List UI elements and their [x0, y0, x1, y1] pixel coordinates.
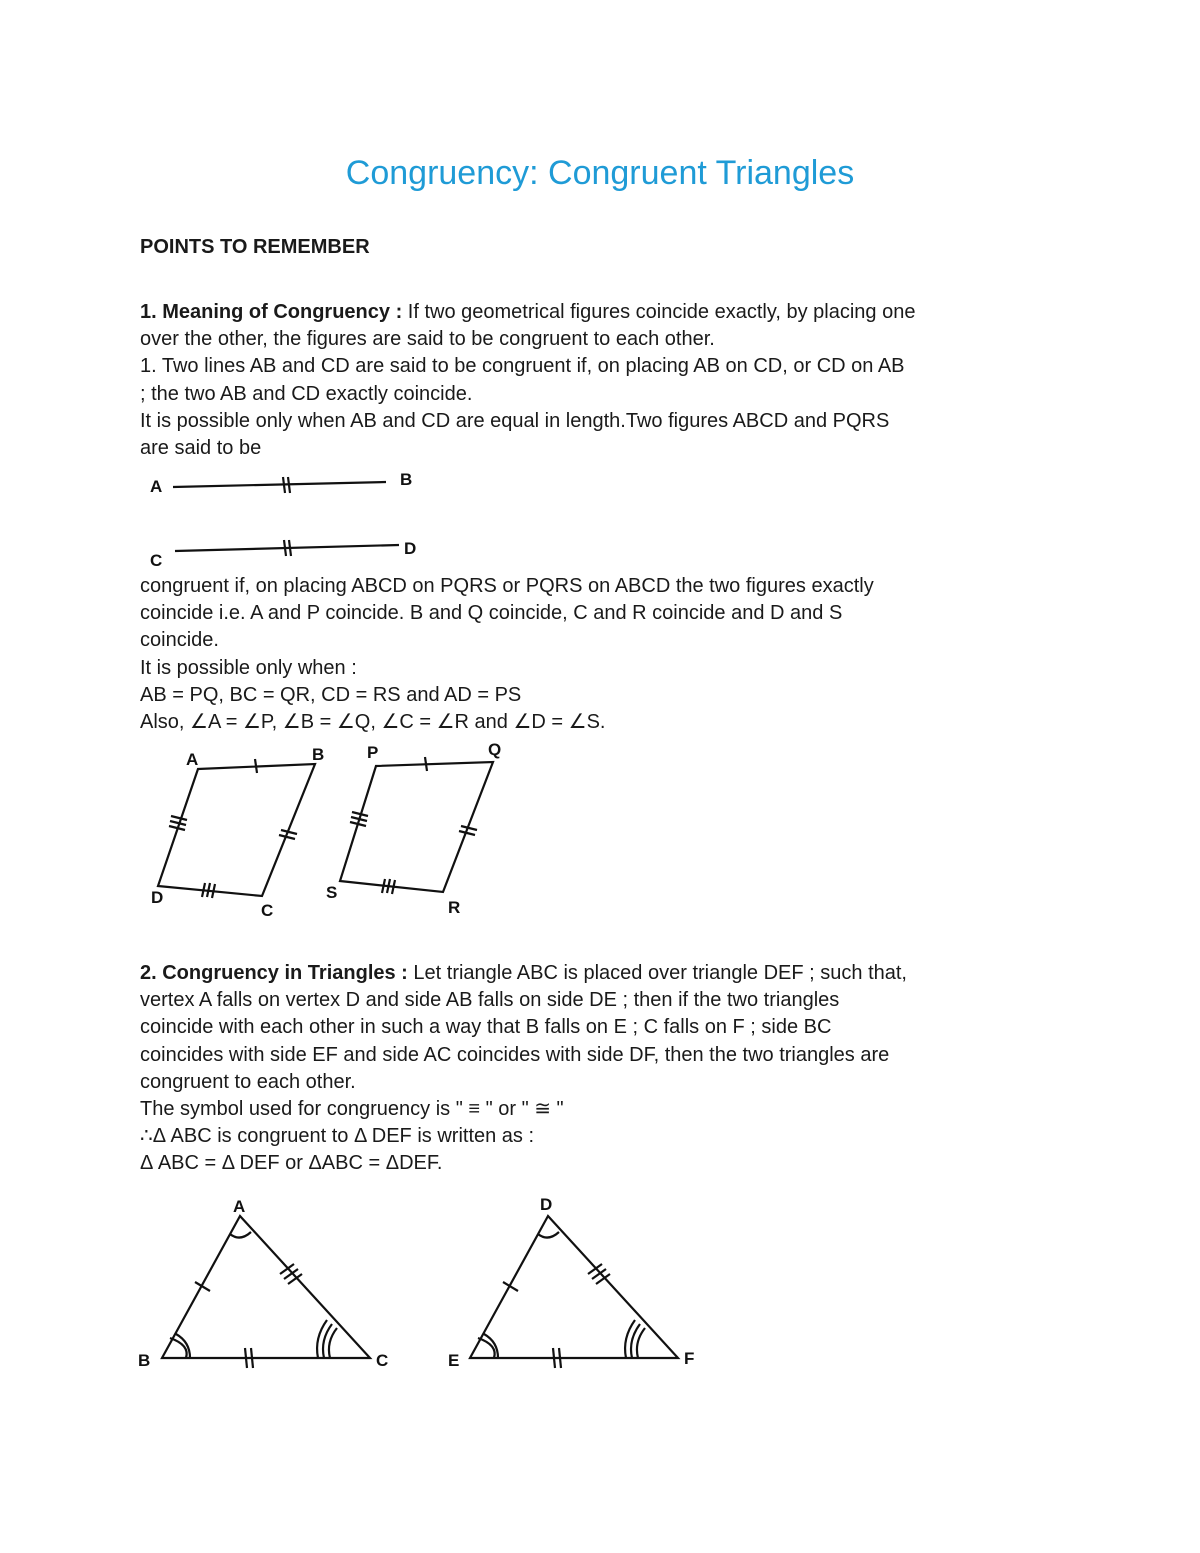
tick-mark	[382, 879, 385, 893]
tick-mark	[245, 1348, 247, 1368]
angle-arc-c	[329, 1328, 337, 1358]
page-title: Congruency: Congruent Triangles	[345, 154, 855, 192]
tick-mark	[288, 477, 290, 493]
label-b: B	[312, 745, 325, 764]
section1-line5: It is possible only when AB and CD are equal in length.Two figures ABCD and PQRS	[140, 409, 890, 432]
segment-cd	[175, 545, 399, 551]
section2-line8: Δ ABC = Δ DEF or ΔABC = ΔDEF.	[140, 1152, 443, 1175]
label-c: C	[150, 551, 163, 570]
label-r: R	[448, 898, 461, 917]
tick-mark	[251, 1348, 253, 1368]
section1-line4: ; the two AB and CD exactly coincide.	[140, 382, 473, 405]
section-meaning-of-congruency	[140, 299, 1080, 462]
tick-mark	[553, 1348, 555, 1368]
triangle-abc	[162, 1216, 370, 1358]
tick-mark	[202, 883, 205, 897]
tick-mark	[212, 884, 215, 898]
label-e: E	[448, 1351, 460, 1370]
tick-mark	[207, 883, 210, 897]
section-congruency-in-triangles	[140, 960, 1080, 1178]
label-f: F	[684, 1349, 695, 1368]
section1-line6: are said to be	[140, 437, 262, 460]
label-a: A	[150, 477, 163, 496]
section1-cont-line6: Also, ∠A = ∠P, ∠B = ∠Q, ∠C = ∠R and ∠D = ∠S.	[140, 711, 606, 734]
section2-line3: coincide with each other in such a way that B falls on E ; C falls on F ; side BC	[140, 1016, 832, 1039]
label-d: D	[540, 1195, 553, 1214]
label-b: B	[400, 470, 413, 489]
angle-arc-f	[637, 1328, 645, 1358]
triangle-def	[470, 1216, 678, 1358]
tick-mark	[289, 540, 291, 556]
figure-congruent-quadrilaterals	[140, 738, 520, 923]
tick-mark	[425, 757, 427, 771]
label-d: D	[151, 888, 164, 907]
tick-mark	[171, 816, 187, 820]
section-figure-congruency	[140, 573, 1080, 736]
section1-line2: over the other, the figures are said to be congruent to each other.	[140, 328, 715, 351]
angle-arc-a	[230, 1232, 251, 1238]
label-c: C	[261, 901, 274, 920]
tick-mark	[392, 880, 395, 894]
section2-line5: congruent to each other.	[140, 1070, 356, 1093]
label-q: Q	[488, 740, 502, 759]
label-s: S	[326, 883, 338, 902]
section1-line3: 1. Two lines AB and CD are said to be congruent if, on placing AB on CD, or CD on AB	[140, 355, 905, 378]
points-heading: POINTS TO REMEMBER	[140, 236, 370, 258]
label-d: D	[404, 539, 417, 558]
figure-congruent-triangles	[130, 1190, 720, 1390]
tick-mark	[255, 759, 257, 773]
label-p: P	[367, 743, 379, 762]
angle-arc-d	[538, 1232, 559, 1238]
section2-line7: ∴Δ ABC is congruent to Δ DEF is written as :	[140, 1125, 535, 1148]
section2-line4: coincides with side EF and side AC coincides with side DF, then the two triangles are	[140, 1043, 890, 1066]
section1-cont-line2: coincide i.e. A and P coincide. B and Q coincide, C and R coincide and D and S	[140, 602, 843, 625]
section1-cont-line5: AB = PQ, BC = QR, CD = RS and AD = PS	[140, 683, 522, 706]
section1-cont-line4: It is possible only when :	[140, 656, 357, 679]
figure-equal-segments	[140, 462, 440, 577]
section2-line6: The symbol used for congruency is " ≡ " or " ≅ "	[140, 1098, 564, 1121]
quadrilateral-pqrs	[340, 762, 493, 892]
tick-mark	[559, 1348, 561, 1368]
tick-mark	[284, 540, 286, 556]
label-b: B	[138, 1351, 151, 1370]
tick-mark	[387, 879, 390, 893]
tick-mark	[283, 477, 285, 493]
label-a: A	[233, 1197, 246, 1216]
section1-heading: 1. Meaning of Congruency :	[140, 301, 403, 323]
section2-line2: vertex A falls on vertex D and side AB falls on side DE ; then if the two triangles	[140, 989, 840, 1012]
section1-line1: 1. Meaning of Congruency : If two geometrical figures coincide exactly, by placing one	[140, 301, 916, 323]
segment-ab	[173, 482, 386, 487]
section1-cont-line1: congruent if, on placing ABCD on PQRS or PQRS on ABCD the two figures exactly	[140, 575, 874, 597]
section2-line1: 2. Congruency in Triangles : Let triangle ABC is placed over triangle DEF ; such that,	[140, 962, 907, 984]
section1-cont-line3: coincide.	[140, 629, 219, 652]
label-a: A	[186, 750, 199, 769]
section2-heading: 2. Congruency in Triangles :	[140, 962, 408, 984]
label-c: C	[376, 1351, 389, 1370]
